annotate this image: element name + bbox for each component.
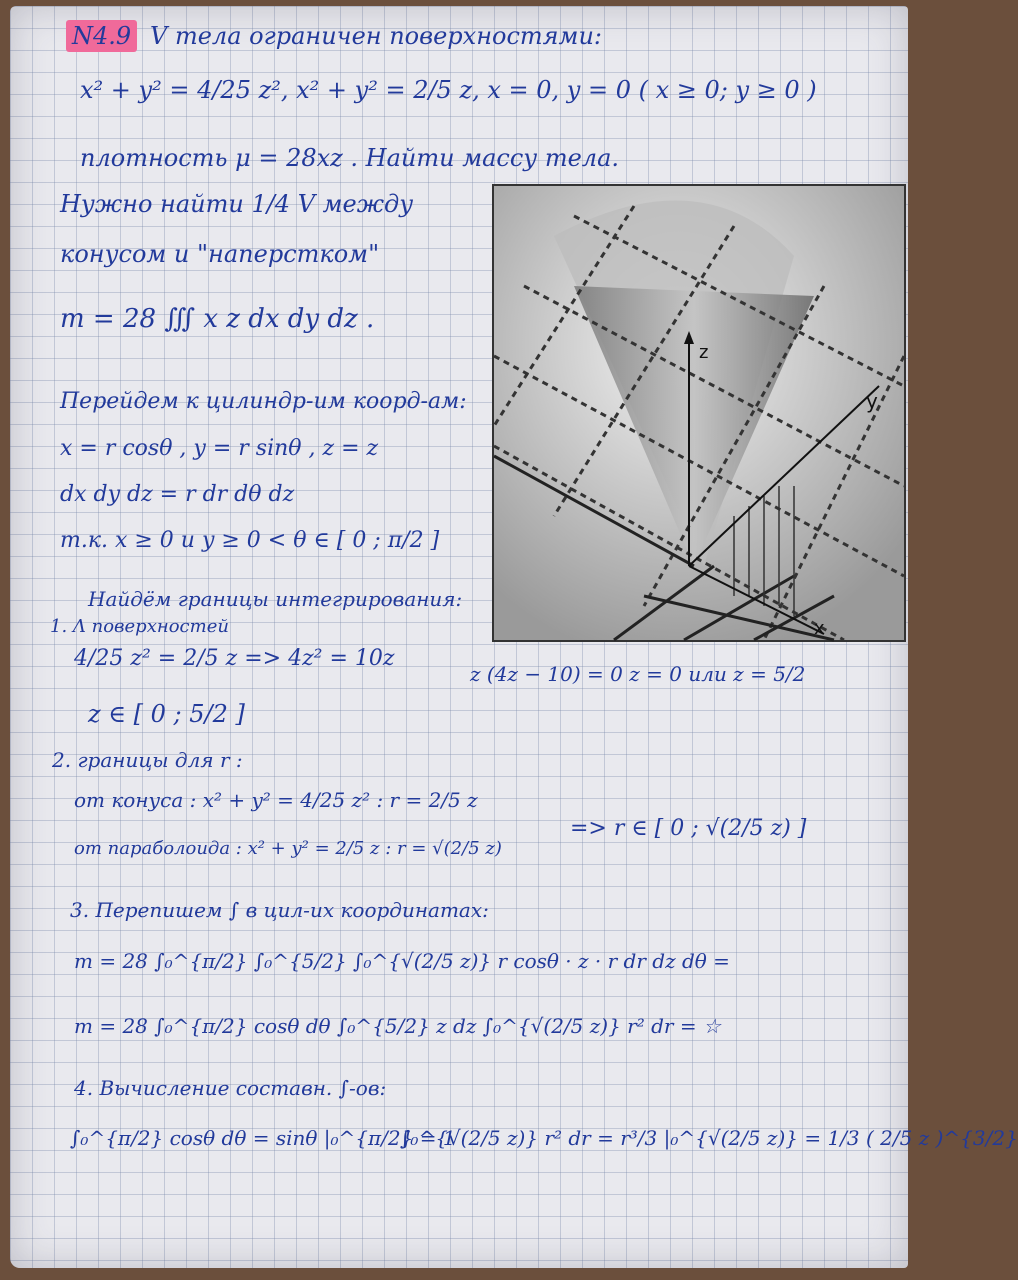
separated-integral: m = 28 ∫₀^{π/2} cosθ dθ ∫₀^{5/2} z dz ∫₀^{√(2/5 z)} r² dr = ☆: [74, 1014, 721, 1038]
intro-line-2: конусом и "наперстком": [60, 240, 380, 268]
step1-title: 1. Λ поверхностей: [50, 616, 229, 637]
r-integral-result: ∫₀^{√(2/5 z)} r² dr = r³/3 |₀^{√(2/5 z)} = 1/3 ( 2/5 z )^{3/2}: [400, 1126, 1018, 1150]
surfaces-equation: x² + y² = 4/25 z², x² + y² = 2/5 z, x = 0, y = 0 ( x ≥ 0; y ≥ 0 ): [80, 76, 817, 104]
problem-statement: V тела ограничен поверхностями:: [150, 22, 602, 50]
r-range: => r ∈ [ 0 ; √(2/5 z) ]: [570, 816, 807, 841]
step2-title: 2. границы для r :: [52, 748, 243, 772]
mass-integral: m = 28 ∭ x z dx dy dz .: [60, 304, 375, 334]
intro-line-1: Нужно найти 1/4 V между: [60, 190, 414, 218]
z-range: z ∈ [ 0 ; 5/2 ]: [88, 700, 245, 728]
y-axis-label: y: [866, 389, 878, 413]
notebook-page: [10, 6, 1018, 1268]
cone-paraboloid-figure: [492, 184, 906, 642]
step1-equation: 4/25 z² = 2/5 z => 4z² = 10z: [74, 646, 395, 671]
cone-bound: от конуса : x² + y² = 4/25 z² : r = 2/5 z: [74, 788, 478, 812]
x-axis-label: x: [814, 618, 825, 639]
problem-number-badge: N4.9: [66, 20, 137, 52]
bounds-heading: Найдём границы интегрирования:: [88, 587, 463, 611]
theta-integral-result: ∫₀^{π/2} cosθ dθ = sinθ |₀^{π/2} = 1: [70, 1126, 456, 1150]
z-axis-label: z: [699, 342, 709, 363]
jacobian-line: dx dy dz = r dr dθ dz: [60, 482, 295, 507]
rewritten-integral: m = 28 ∫₀^{π/2} ∫₀^{5/2} ∫₀^{√(2/5 z)} r cosθ · z · r dr dz dθ =: [74, 949, 730, 973]
cylindrical-heading: Перейдем к цилиндр-им коорд-ам:: [60, 389, 467, 414]
density-line: плотность μ = 28xz . Найти массу тела.: [80, 144, 620, 172]
cylindrical-substitution: x = r cosθ , y = r sinθ , z = z: [60, 436, 379, 461]
step3-title: 3. Перепишем ∫ в цил-их координатах:: [70, 898, 489, 922]
step1-solution: z (4z − 10) = 0 z = 0 или z = 5/2: [470, 662, 806, 686]
paraboloid-bound: от параболоида : x² + y² = 2/5 z : r = √(2/5 z): [74, 838, 502, 859]
step4-title: 4. Вычисление составн. ∫-ов:: [74, 1076, 387, 1100]
theta-range-line: т.к. x ≥ 0 и y ≥ 0 < θ ∈ [ 0 ; π/2 ]: [60, 528, 440, 553]
figure-canvas: [494, 186, 904, 640]
